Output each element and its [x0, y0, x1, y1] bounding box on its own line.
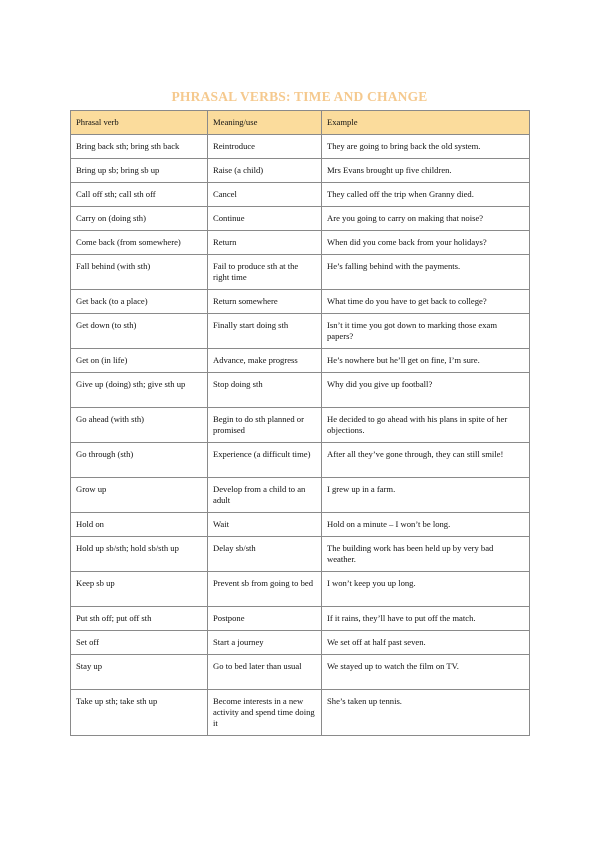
- meaning-cell: Cancel: [208, 183, 322, 207]
- phrasal-verb-cell: Come back (from somewhere): [71, 231, 208, 255]
- meaning-cell: Postpone: [208, 607, 322, 631]
- phrasal-verb-cell: Get back (to a place): [71, 290, 208, 314]
- example-cell: I won’t keep you up long.: [322, 572, 530, 607]
- meaning-cell: Return: [208, 231, 322, 255]
- example-cell: We set off at half past seven.: [322, 631, 530, 655]
- example-cell: They called off the trip when Granny died.: [322, 183, 530, 207]
- meaning-cell: Finally start doing sth: [208, 314, 322, 349]
- example-cell: When did you come back from your holidays?: [322, 231, 530, 255]
- meaning-cell: Raise (a child): [208, 159, 322, 183]
- meaning-cell: Develop from a child to an adult: [208, 478, 322, 513]
- meaning-cell: Return somewhere: [208, 290, 322, 314]
- table-row: [71, 478, 530, 513]
- table-row: [71, 443, 530, 478]
- example-cell: He’s nowhere but he’ll get on fine, I’m sure.: [322, 349, 530, 373]
- meaning-cell: Stop doing sth: [208, 373, 322, 408]
- table-row: [71, 183, 530, 207]
- table-row: [71, 408, 530, 443]
- table-row: [71, 690, 530, 736]
- example-cell: We stayed up to watch the film on TV.: [322, 655, 530, 690]
- meaning-cell: Continue: [208, 207, 322, 231]
- meaning-cell: Delay sb/sth: [208, 537, 322, 572]
- table-row: [71, 159, 530, 183]
- phrasal-verb-cell: Hold on: [71, 513, 208, 537]
- example-cell: Are you going to carry on making that noise?: [322, 207, 530, 231]
- example-cell: He’s falling behind with the payments.: [322, 255, 530, 290]
- table-row: [71, 537, 530, 572]
- phrasal-verb-cell: Get down (to sth): [71, 314, 208, 349]
- table-row: [71, 290, 530, 314]
- meaning-cell: Go to bed later than usual: [208, 655, 322, 690]
- table-row: [71, 207, 530, 231]
- phrasal-verb-cell: Go through (sth): [71, 443, 208, 478]
- phrasal-verb-cell: Bring up sb; bring sb up: [71, 159, 208, 183]
- example-cell: Mrs Evans brought up five children.: [322, 159, 530, 183]
- column-header-phrasal-verb: Phrasal verb: [71, 111, 208, 135]
- phrasal-verbs-table: [70, 110, 530, 736]
- table-row: [71, 373, 530, 408]
- phrasal-verb-cell: Put sth off; put off sth: [71, 607, 208, 631]
- phrasal-verb-cell: Set off: [71, 631, 208, 655]
- example-cell: They are going to bring back the old system.: [322, 135, 530, 159]
- table-row: [71, 231, 530, 255]
- example-cell: What time do you have to get back to college?: [322, 290, 530, 314]
- page-title: PHRASAL VERBS: TIME AND CHANGE: [171, 89, 428, 104]
- meaning-cell: Reintroduce: [208, 135, 322, 159]
- column-header-meaning: Meaning/use: [208, 111, 322, 135]
- phrasal-verb-cell: Go ahead (with sth): [71, 408, 208, 443]
- example-cell: After all they’ve gone through, they can still smile!: [322, 443, 530, 478]
- example-cell: She’s taken up tennis.: [322, 690, 530, 736]
- meaning-cell: Prevent sb from going to bed: [208, 572, 322, 607]
- phrasal-verb-cell: Hold up sb/sth; hold sb/sth up: [71, 537, 208, 572]
- meaning-cell: Begin to do sth planned or promised: [208, 408, 322, 443]
- phrasal-verb-cell: Carry on (doing sth): [71, 207, 208, 231]
- table-row: [71, 349, 530, 373]
- example-cell: Isn’t it time you got down to marking those exam papers?: [322, 314, 530, 349]
- phrasal-verb-cell: Bring back sth; bring sth back: [71, 135, 208, 159]
- phrasal-verb-cell: Stay up: [71, 655, 208, 690]
- phrasal-verb-cell: Take up sth; take sth up: [71, 690, 208, 736]
- phrasal-verb-cell: Grow up: [71, 478, 208, 513]
- meaning-cell: Start a journey: [208, 631, 322, 655]
- example-cell: The building work has been held up by very bad weather.: [322, 537, 530, 572]
- phrasal-verb-cell: Give up (doing) sth; give sth up: [71, 373, 208, 408]
- column-header-example: Example: [322, 111, 530, 135]
- table-row: [71, 135, 530, 159]
- example-cell: I grew up in a farm.: [322, 478, 530, 513]
- meaning-cell: Wait: [208, 513, 322, 537]
- table-row: [71, 314, 530, 349]
- example-cell: Hold on a minute – I won’t be long.: [322, 513, 530, 537]
- example-cell: Why did you give up football?: [322, 373, 530, 408]
- table-row: [71, 513, 530, 537]
- phrasal-verb-cell: Call off sth; call sth off: [71, 183, 208, 207]
- example-cell: If it rains, they’ll have to put off the match.: [322, 607, 530, 631]
- meaning-cell: Experience (a difficult time): [208, 443, 322, 478]
- table-row: [71, 572, 530, 607]
- table-row: [71, 631, 530, 655]
- table-header-row: [71, 111, 530, 135]
- table-row: [71, 255, 530, 290]
- meaning-cell: Become interests in a new activity and spend time doing it: [208, 690, 322, 736]
- phrasal-verb-cell: Keep sb up: [71, 572, 208, 607]
- phrasal-verb-cell: Get on (in life): [71, 349, 208, 373]
- meaning-cell: Advance, make progress: [208, 349, 322, 373]
- example-cell: He decided to go ahead with his plans in spite of her objections.: [322, 408, 530, 443]
- meaning-cell: Fail to produce sth at the right time: [208, 255, 322, 290]
- table-row: [71, 655, 530, 690]
- table-row: [71, 607, 530, 631]
- phrasal-verb-cell: Fall behind (with sth): [71, 255, 208, 290]
